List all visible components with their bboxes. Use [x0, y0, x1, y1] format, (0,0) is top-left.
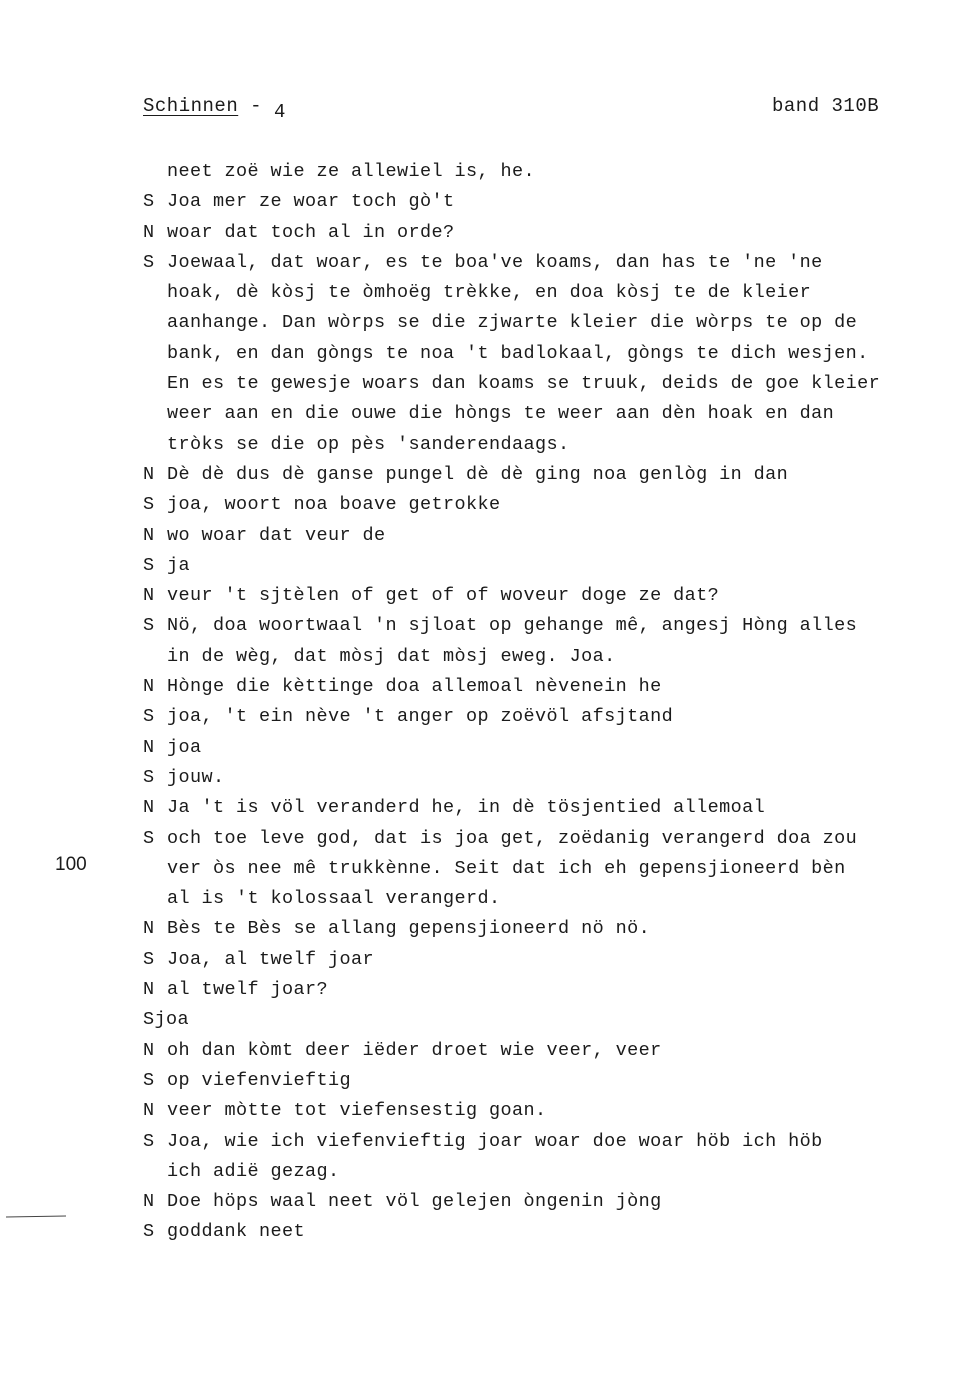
transcript-line: [143, 702, 943, 732]
margin-line-number: 100: [55, 854, 87, 875]
line-text: En es te gewesje woars dan koams se truuk, deids de goe kleier: [167, 373, 881, 395]
speaker-label: S: [143, 1221, 155, 1243]
line-text: Hònge die kèttinge doa allemoal nèvenein he: [167, 676, 662, 698]
speaker-label: N: [143, 797, 155, 819]
line-text: al twelf joar?: [167, 979, 329, 1001]
transcript-line: [143, 854, 943, 884]
page-number: 4: [273, 101, 286, 123]
transcript-line: [143, 733, 943, 763]
line-text: Nö, doa woortwaal 'n sjloat op gehange mê, angesj Hòng alles: [167, 615, 858, 637]
speaker-label: S: [143, 251, 155, 273]
line-text: joa: [167, 736, 202, 758]
line-text: neet zoë wie ze allewiel is, he.: [167, 161, 536, 182]
speaker-label: N: [143, 221, 155, 243]
line-text: ich adië gezag.: [167, 1160, 340, 1182]
line-text: ver òs nee mê trukkènne. Seit dat ich eh gepensjioneerd bèn: [167, 857, 846, 879]
speaker-label: N: [143, 463, 155, 485]
line-text: Doe höps waal neet völ gelejen òngenin jòng: [167, 1191, 662, 1213]
transcript-line: [143, 1066, 943, 1096]
transcript-line: [143, 1127, 943, 1157]
transcript-line: [143, 763, 943, 793]
transcript-line: [143, 1096, 943, 1126]
transcript-line: [143, 945, 943, 975]
header-separator: -: [238, 95, 274, 117]
line-text: oh dan kòmt deer iëder droet wie veer, veer: [167, 1039, 662, 1061]
page-header-left: [143, 95, 286, 123]
speaker-label: N: [143, 524, 155, 546]
speaker-label: S: [143, 827, 155, 849]
speaker-label: S: [143, 1009, 155, 1031]
transcript-line: [143, 884, 943, 914]
speaker-label: S: [143, 191, 155, 213]
transcript-line: [143, 521, 943, 551]
line-text: jouw.: [167, 766, 225, 788]
transcript-line: [143, 308, 943, 338]
line-text: wo woar dat veur de: [167, 524, 386, 546]
transcript-line: [143, 1036, 943, 1066]
line-text: Dè dè dus dè ganse pungel dè dè ging noa genlòg in dan: [167, 463, 789, 485]
transcript-line: [143, 672, 943, 702]
speaker-label: S: [143, 554, 155, 576]
speaker-label: N: [143, 1039, 155, 1061]
transcript-line: [143, 460, 943, 490]
transcript-line: [143, 187, 943, 217]
line-text: joa, woort noa boave getrokke: [167, 494, 501, 516]
line-text: joa: [154, 1009, 190, 1031]
transcript-body: [143, 157, 943, 1248]
line-text: in de wèg, dat mòsj dat mòsj eweg. Joa.: [167, 645, 616, 667]
margin-mark: [6, 1215, 66, 1217]
transcript-line: [143, 793, 943, 823]
transcript-line: [143, 399, 943, 429]
transcript-line: [143, 611, 943, 641]
speaker-label: N: [143, 676, 155, 698]
transcript-line: [143, 430, 943, 460]
line-text: tròks se die op pès 'sanderendaags.: [167, 433, 570, 455]
speaker-label: N: [143, 1100, 155, 1122]
line-text: joa, 't ein nève 't anger op zoëvöl afsjtand: [167, 706, 674, 728]
line-text: Joewaal, dat woar, es te boa've koams, dan has te 'ne 'ne: [167, 251, 823, 273]
line-text: och toe leve god, dat is joa get, zoëdanig verangerd doa zou: [167, 827, 858, 849]
line-text: veer mòtte tot viefensestig goan.: [167, 1100, 547, 1122]
line-text: Bès te Bès se allang gepensjioneerd nö nö.: [167, 918, 651, 940]
line-text: al is 't kolossaal verangerd.: [167, 888, 501, 910]
transcript-line: [143, 975, 943, 1005]
speaker-label: S: [143, 1130, 155, 1152]
transcript-line: [143, 1157, 943, 1187]
tape-label: band 310B: [772, 95, 880, 117]
speaker-label: N: [143, 1191, 155, 1213]
speaker-label: S: [143, 706, 155, 728]
speaker-label: S: [143, 615, 155, 637]
speaker-label: S: [143, 948, 155, 970]
speaker-label: N: [143, 979, 155, 1001]
transcript-line: [143, 490, 943, 520]
line-text: Ja 't is völ veranderd he, in dè tösjentied allemoal: [167, 797, 766, 819]
transcript-line: [143, 824, 943, 854]
place-name: Schinnen: [143, 95, 239, 117]
line-text: Joa, al twelf joar: [167, 948, 375, 970]
speaker-label: N: [143, 736, 155, 758]
line-text: hoak, dè kòsj te òmhoëg trèkke, en doa kòsj te de kleier: [167, 282, 812, 304]
transcript-line: [143, 581, 943, 611]
transcript-line: [143, 157, 943, 187]
line-text: Joa, wie ich viefenvieftig joar woar doe woar höb ich höb: [167, 1130, 823, 1152]
speaker-label: S: [143, 494, 155, 516]
line-text: veur 't sjtèlen of get of of woveur doge ze dat?: [167, 585, 720, 607]
line-text: woar dat toch al in orde?: [167, 221, 455, 243]
transcript-line: [143, 218, 943, 248]
transcript-line: [143, 914, 943, 944]
speaker-label: S: [143, 1069, 155, 1091]
transcript-line: [143, 248, 943, 278]
transcript-line: [143, 1005, 943, 1035]
transcript-line: [143, 551, 943, 581]
line-text: goddank neet: [167, 1221, 306, 1243]
transcript-line: [143, 339, 943, 369]
transcript-line: [143, 278, 943, 308]
speaker-label: N: [143, 918, 155, 940]
speaker-label: N: [143, 585, 155, 607]
line-text: op viefenvieftig: [167, 1069, 352, 1091]
line-text: Joa mer ze woar toch gò't: [167, 191, 455, 213]
transcript-line: [143, 369, 943, 399]
transcript-line: [143, 642, 943, 672]
line-text: weer aan en die ouwe die hòngs te weer aan dèn hoak en dan: [167, 403, 835, 425]
line-text: bank, en dan gòngs te noa 't badlokaal, gòngs te dich wesjen.: [167, 342, 869, 364]
line-text: aanhange. Dan wòrps se die zjwarte kleier die wòrps te op de: [167, 312, 858, 334]
speaker-label: S: [143, 766, 155, 788]
transcript-line: [143, 1187, 943, 1217]
transcript-line: [143, 1217, 943, 1247]
line-text: ja: [167, 554, 191, 576]
